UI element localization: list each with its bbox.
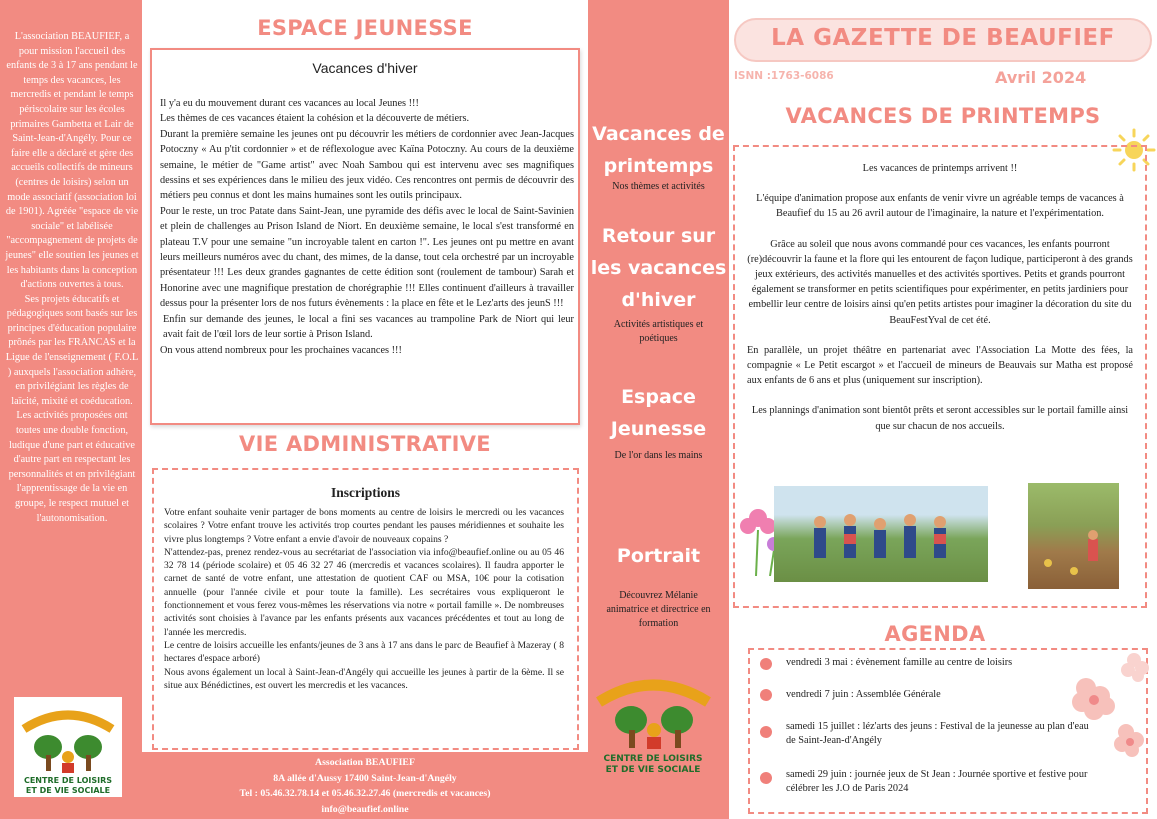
svg-text:ET DE VIE SOCIALE: ET DE VIE SOCIALE (25, 786, 111, 795)
espace-jeunesse-box (150, 48, 580, 425)
sommaire-sub-portrait: Découvrez Mélanie animatrice et directrice en formation (606, 590, 711, 629)
sommaire-title-portrait: Portrait (616, 545, 701, 567)
printemps-title: VACANCES DE PRINTEMPS (785, 104, 1101, 128)
svg-text:ET DE VIE SOCIALE: ET DE VIE SOCIALE (605, 765, 701, 775)
agenda-bullet (760, 689, 772, 701)
agenda-item: samedi 29 juin : journée jeux de St Jean : Journée sportive et festive pour célébrer les J.O de Paris 2024 (786, 769, 1088, 795)
printemps-paragraph: Les vacances de printemps arrivent !! (862, 163, 1018, 174)
agenda-bullet (760, 772, 772, 784)
garden-photo (1028, 483, 1119, 589)
footer-contact (142, 755, 588, 817)
espace-jeunesse-title: ESPACE JEUNESSE (257, 16, 473, 40)
agenda-bullet (760, 726, 772, 738)
sommaire-sub-jeunesse: De l'or dans les mains (614, 450, 703, 461)
agenda-item: vendredi 7 juin : Assemblée Générale (786, 689, 941, 700)
presentation-paragraph: Les activités proposées ont toutes une double fonction, ludique d'une part et éducative d'autre part en respectant les personnalités et en privilégiant l'apprentissage de la vie en groupe, le respect mutuel et l'autonomisation. (8, 410, 136, 524)
issue-date: Avril 2024 (995, 68, 1087, 87)
presentation-paragraph: L'association BEAUFIEF, a pour mission l'accueil des enfants de 3 à 17 ans pendant le temps des vacances, les mercredis et pendant le temps périscolaire sur les écoles primaires Gambetta et Lair de Saint-Jean-d'Angély. Pour ce faire elle a déclaré et gère des accueils collectifs de mineurs (centres de loisirs) selon un mode associatif (association loi de 1901). Agréée "espace de vie sociale" et labélisée "accompagnement de projets de jeunes" elle soutien les jeunes et les habitants dans la conception d'actions ouvertes à tous. (5, 31, 139, 291)
vie-administrative-box (152, 468, 579, 750)
hiver-paragraph: Durant la première semaine les jeunes ont pu découvrir les métiers de cordonnier avec Jean-Jacques Potoczny « Au p'tit cordonnier » et de réflexologue avec Kaïna Potoczny. Au cours de la deuxième semaine, le métier de "Game artist" avec Noah Sambou qui est intervenu avec ses magnifiques dessins et ses expériences dans le milieu des jeux vidéo. Ces rencontres ont permis de découvrir des métiers peu connus et dont les mains humaines sont les outils principaux. (160, 128, 574, 202)
inscriptions-text (164, 506, 564, 692)
inscriptions-title: Inscriptions (330, 485, 401, 500)
agenda-item: vendredi 3 mai : évènement famille au centre de loisirs (786, 657, 1013, 668)
inscriptions-paragraph: Nous avons également un local à Saint-Jean-d'Angély qui accueille les jeunes à partir de la 6ème. Il se situe aux Bénédictines, est ouvert les mercredis et les vacances. (164, 666, 564, 691)
association-presentation (4, 30, 140, 526)
footer-email: info@beaufief.online (321, 803, 409, 815)
footer-phone: Tel : 05.46.32.78.14 et 05.46.32.27.46 (mercredis et vacances) (239, 788, 491, 800)
pink-flowers-icon (1064, 640, 1154, 790)
agenda-item: samedi 15 juillet : léz'arts des jeuns : Festival de la jeunesse au plan d'eau de Saint-Jean-d'Angély (786, 721, 1089, 747)
hiver-paragraph: Il y'a eu du mouvement durant ces vacances au local Jeunes !!! (160, 98, 419, 109)
association-logo-large (591, 668, 716, 776)
inscriptions-paragraph: Votre enfant souhaite venir partager de bons moments au centre de loisirs le mercredi ou les vacances scolaires ? Votre enfant trouve les activités trop courtes pendant les pauses méridiennes et souhaite les vivre plus longtemps ? Votre enfant a envie d'avoir de nouveaux copains ? (164, 507, 564, 545)
presentation-paragraph: Ses projets éducatifs et pédagogiques sont basés sur les principes d'éducation populaire prônés par les FRANCAS et la Ligue de l'enseignement ( F.O.L ) auxquels l'association adhère, en privilégiant les règles de laïcité, mixité et coéducation. (5, 293, 139, 407)
inscriptions-paragraph: N'attendez-pas, prenez rendez-vous au secrétariat de l'association via info@beaufief.online ou au 05 46 32 78 14 (période scolaire) et 05 46 32 27 46 (mercredis et vacances scolaires). Il faudra apporter le carnet de santé de votre enfant, une attestation de quotient CAF ou MSA, 10€ pour la cotisation annuelle (pour l'année civile et pour toute la famille). Les secrétaires vous expliqueront le fonctionnement et vous ferez vous-mêmes les réservations via notre « portail famille ». De nombreuses activités sont choisies à l'avance par les enfants présents aux vacances précédentes et tout au long de l'année les mercredis. (164, 546, 564, 638)
svg-text:CENTRE DE LOISIRS: CENTRE DE LOISIRS (603, 754, 703, 764)
sommaire-title-jeunesse: Espace Jeunesse (610, 386, 707, 440)
printemps-text (747, 161, 1133, 434)
sommaire-title-printemps: Vacances de printemps (592, 123, 725, 177)
printemps-paragraph: Les plannings d'animation sont bientôt prêts et seront accessibles sur le portail famille ainsi que sur chacun de nos accueils. (751, 405, 1129, 432)
agenda-bullet (760, 658, 772, 670)
association-logo (14, 697, 122, 797)
printemps-paragraph: L'équipe d'animation propose aux enfants de venir vivre un agréable temps de vacances à Beaufief du 15 au 26 avril autour de l'imaginaire, la nature et l'expérimentation. (756, 193, 1124, 220)
printemps-paragraph: En parallèle, un projet théâtre en partenariat avec l'Association La Motte des fées, la compagnie « Le Petit escargot » et l'accueil de mineurs de Beauvais sur Matha est proposé aux enfants de 6 ans et plus (uniquement sur inscription). (747, 344, 1133, 387)
children-photo (774, 486, 988, 582)
sommaire-sub-printemps: Nos thèmes et activités (612, 181, 705, 192)
garden-figures (1028, 483, 1119, 589)
svg-text:CENTRE DE LOISIRS: CENTRE DE LOISIRS (23, 776, 113, 785)
agenda-title: AGENDA (884, 622, 986, 646)
footer-address: 8A allée d'Aussy 17400 Saint-Jean-d'Angély (273, 772, 457, 784)
hiver-paragraph: Enfin sur demande des jeunes, le local a fini ses vacances au trampoline Park de Niort qui leur avait fait de l'œil lors de leur sortie à Prison Island. (163, 313, 574, 341)
hiver-paragraph: Les thèmes de ces vacances étaient la cohésion et la découverte de métiers. (160, 113, 470, 125)
footer-name: Association BEAUFIEF (315, 757, 415, 768)
issn-label: ISNN :1763-6086 (734, 70, 834, 82)
inscriptions-paragraph: Le centre de loisirs accueille les enfants/jeunes de 3 ans à 17 ans dans le parc de Beaufief à Mazeray ( 8 hectares d'espace arboré) (164, 639, 564, 665)
children-figures (774, 486, 988, 582)
vacances-hiver-title: Vacances d'hiver (312, 60, 418, 76)
sommaire-title-hiver: Retour sur les vacances d'hiver (590, 225, 727, 311)
hiver-paragraph: Pour le reste, un troc Patate dans Saint-Jean, une pyramide des défis avec le local de Saint-Savinien et plein de challenges au Prison Island de Niort. En deuxième semaine, le local s'est transformé en plateau T.V pour une semaine "un incroyable talent en carton !". Les jeunes ont pu mettre en avant leurs meilleurs numéros avec du chant, des mimes, de la danse, tout cela orchestré par un incroyable présentateur !!! Les deux grandes gagnantes de cette édition sont (roulement de tambour) Sarah et Honorine avec une magnifique prestation de chorégraphie !!! Elles continuent d'ailleurs à travailler dessus pour la présenter lors de nos futurs évènements : la place en fête et le Lez'arts des jeunS !!! (160, 205, 574, 310)
printemps-paragraph: Grâce au soleil que nous avons commandé pour ces vacances, les enfants pourront (re)découvrir la faune et la flore qui les entourent de façon ludique, participeront à des grands jeux extérieurs, des activités manuelles et des activités sportives. Petits et grands pourront également se transformer en petits scientifiques pour expérimenter, en petits jardiniers pour embellir leur centre de loisirs ainsi qu'en petits artistes pour imaginer la décoration du site du BeauFestYval de cet été. (747, 238, 1133, 326)
sommaire-sub-hiver: Activités artistiques et poétiques (613, 319, 704, 344)
gazette-title: LA GAZETTE DE BEAUFIEF (771, 25, 1115, 51)
hiver-paragraph: On vous attend nombreux pour les prochaines vacances !!! (160, 344, 402, 356)
vie-administrative-title: VIE ADMINISTRATIVE (239, 432, 491, 456)
logo-image (591, 668, 716, 776)
vacances-hiver-text (160, 96, 574, 358)
logo-image (14, 697, 122, 797)
